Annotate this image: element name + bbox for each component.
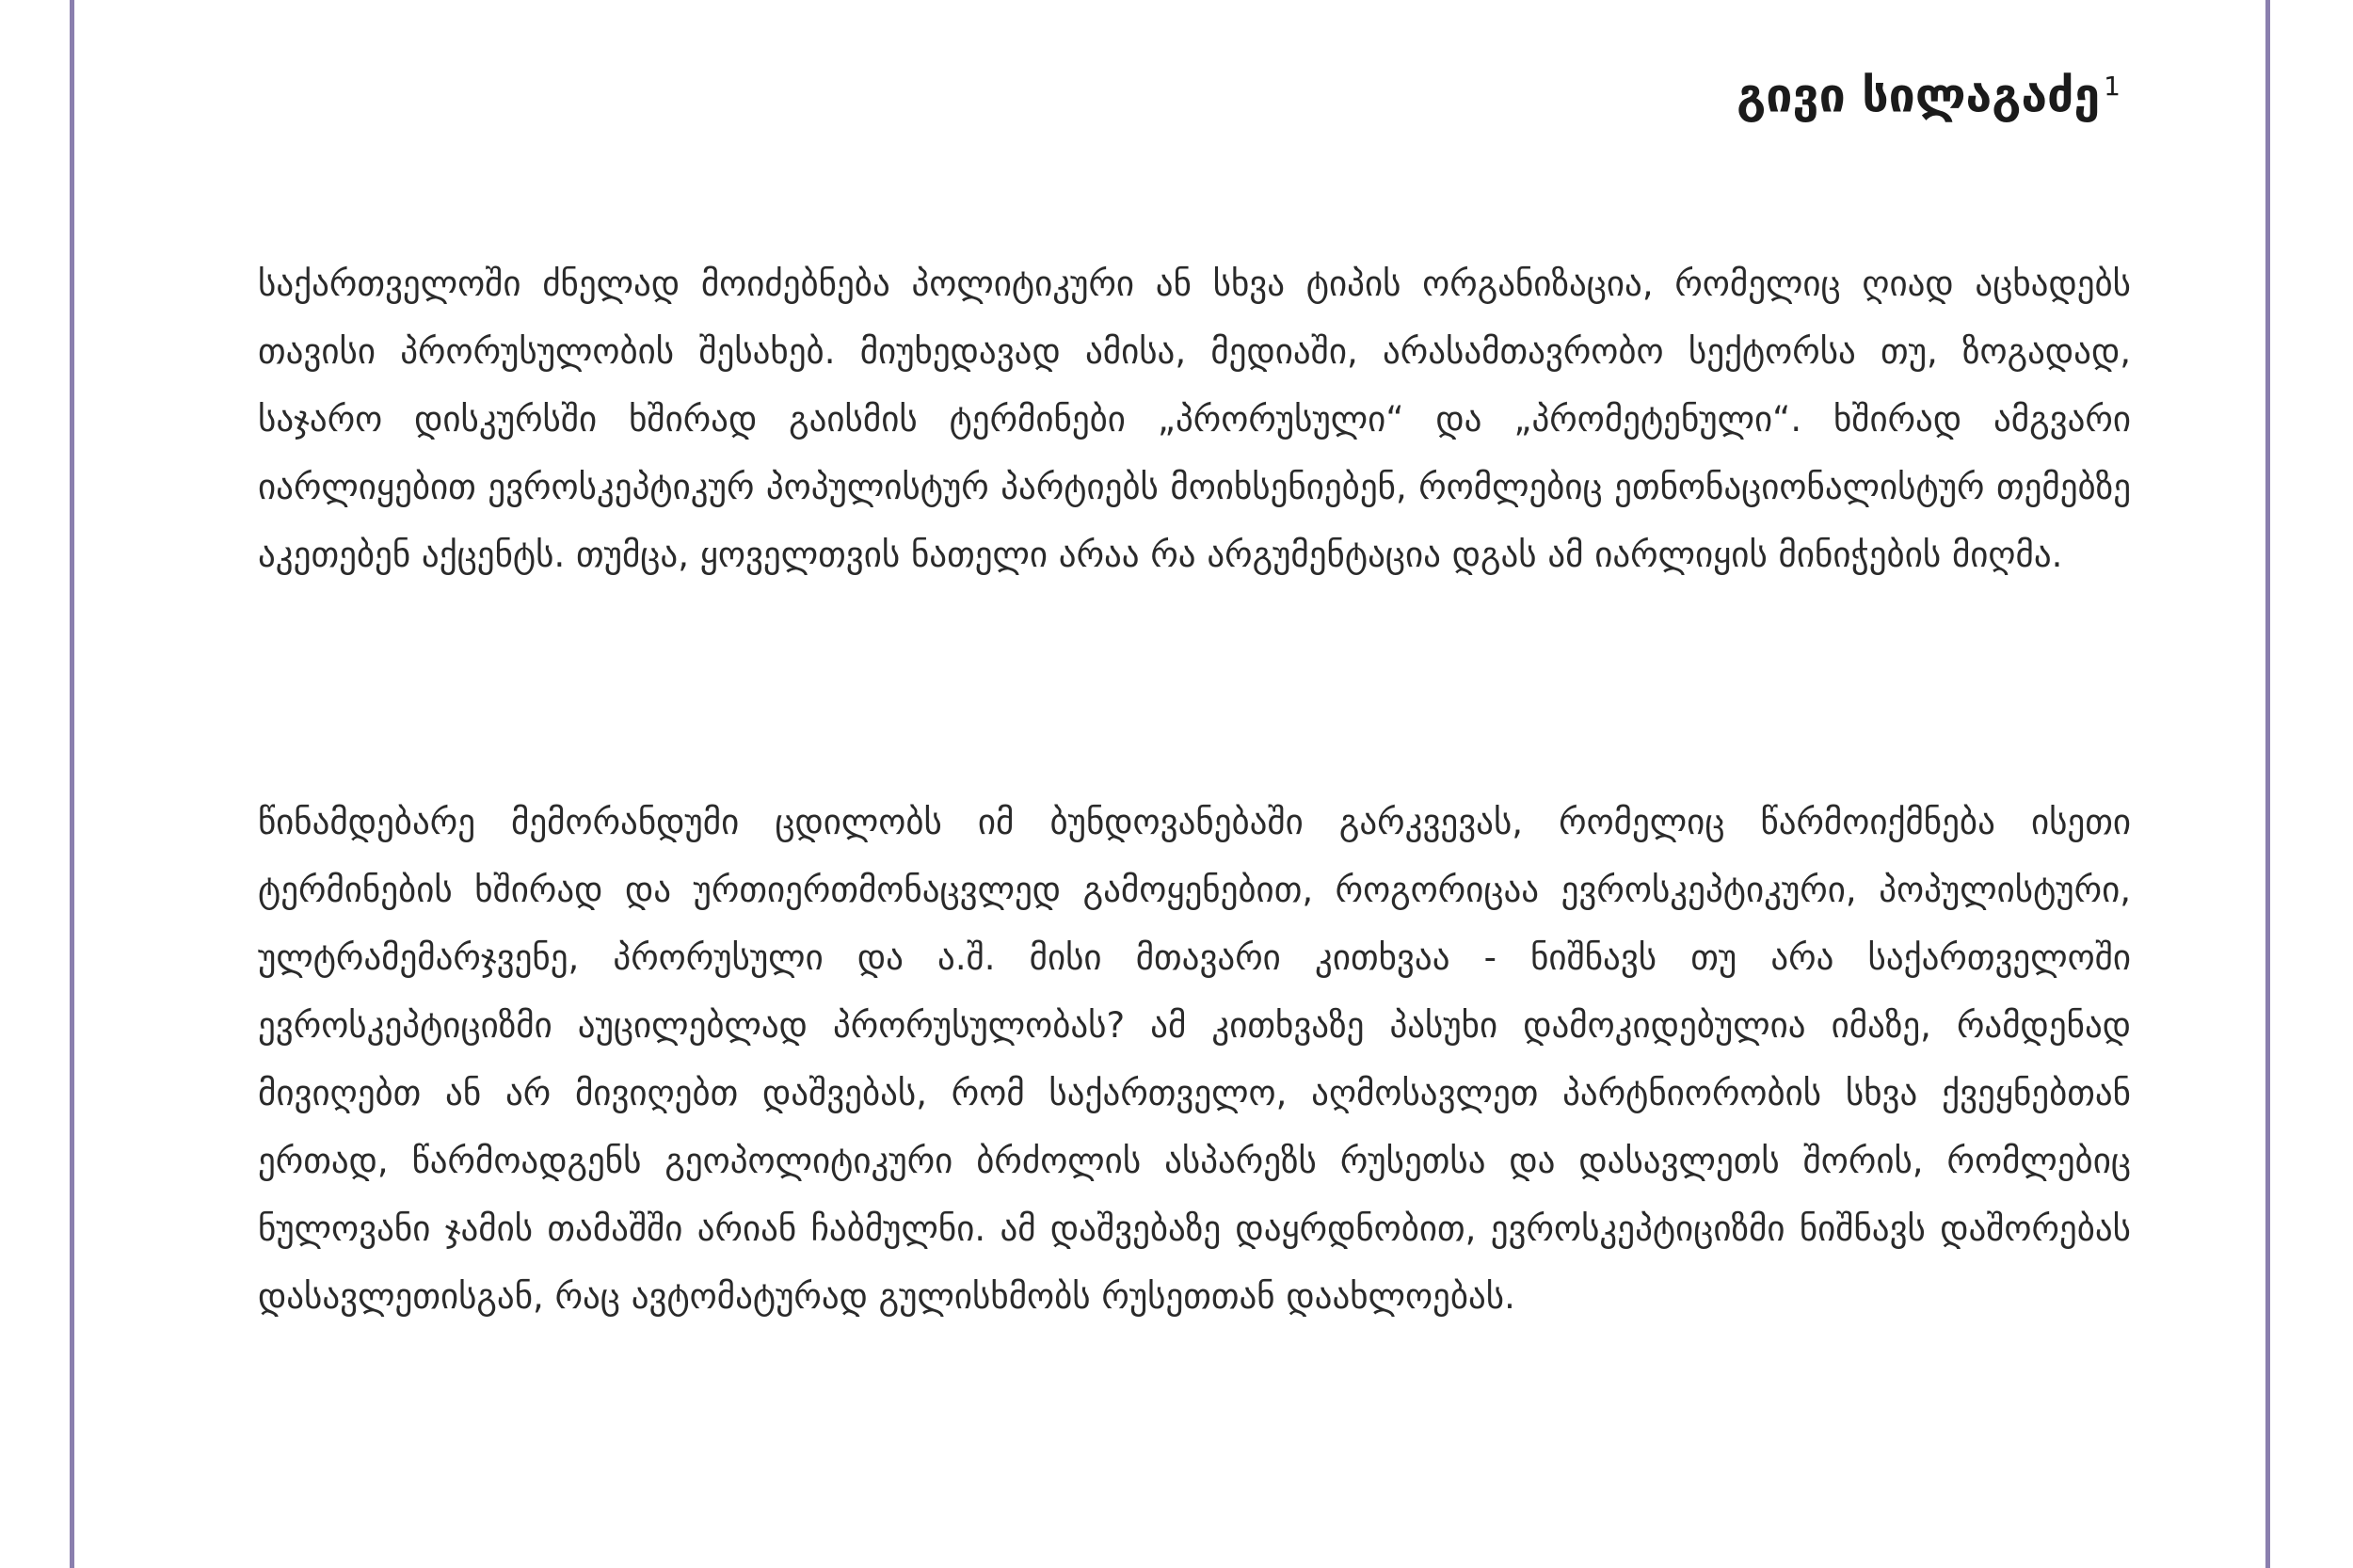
author-name-text: გივი სილაგაძე — [1737, 68, 2101, 123]
body-paragraph-1: საქართველოში ძნელად მოიძებნება პოლიტიკური ან სხვა ტიპის ორგანიზაცია, რომელიც ღიად აცხადებს თავისი პრორუსულობის შესახებ. მიუხედავად ამისა, მედიაში, არასამთავრობო სექტორსა თუ, ზოგადად, საჯარო დისკურსში ხშირად გაისმის ტერმინები „პრორუსული“ და „პრომეტენული“. ხშირად ამგვარი იარლიყებით ევროსკეპტიკურ პოპულისტურ პარტიებს მოიხსენიებენ, რომლებიც ეთნონაციონალისტურ თემებზე აკეთებენ აქცენტს. თუმცა, ყოველთვის ნათელი არაა რა არგუმენტაცია დგას ამ იარლიყის მინიჭების მიღმა. — [258, 264, 2131, 575]
document-page — [70, 0, 2270, 1568]
author-name — [1737, 56, 2121, 126]
footnote-marker[interactable]: 1 — [2104, 71, 2121, 102]
body-paragraph-2: წინამდებარე მემორანდუმი ცდილობს იმ ბუნდოვანებაში გარკვევას, რომელიც წარმოიქმნება ისეთი ტერმინების ხშირად და ურთიერთმონაცვლედ გამოყენებით, როგორიცაა ევროსკეპტიკური, პოპულისტური, ულტრამემარჯვენე, პრორუსული და ა.შ. მისი მთავარი კითხვაა - ნიშნავს თუ არა საქართველოში ევროსკეპტიციზმი აუცილებლად პრორუსულობას? ამ კითხვაზე პასუხი დამოკიდებულია იმაზე, რამდენად მივიღებთ ან არ მივიღებთ დაშვებას, რომ საქართველო, აღმოსავლეთ პარტნიორობის სხვა ქვეყნებთან ერთად, წარმოადგენს გეოპოლიტიკური ბრძოლის ასპარეზს რუსეთსა და დასავლეთს შორის, რომლებიც ნულოვანი ჯამის თამაშში არიან ჩაბმულნი. ამ დაშვებაზე დაყრდნობით, ევროსკეპტიციზმი ნიშნავს დაშორებას დასავლეთისგან, რაც ავტომატურად გულისხმობს რუსეთთან დაახლოებას. — [258, 802, 2131, 1317]
